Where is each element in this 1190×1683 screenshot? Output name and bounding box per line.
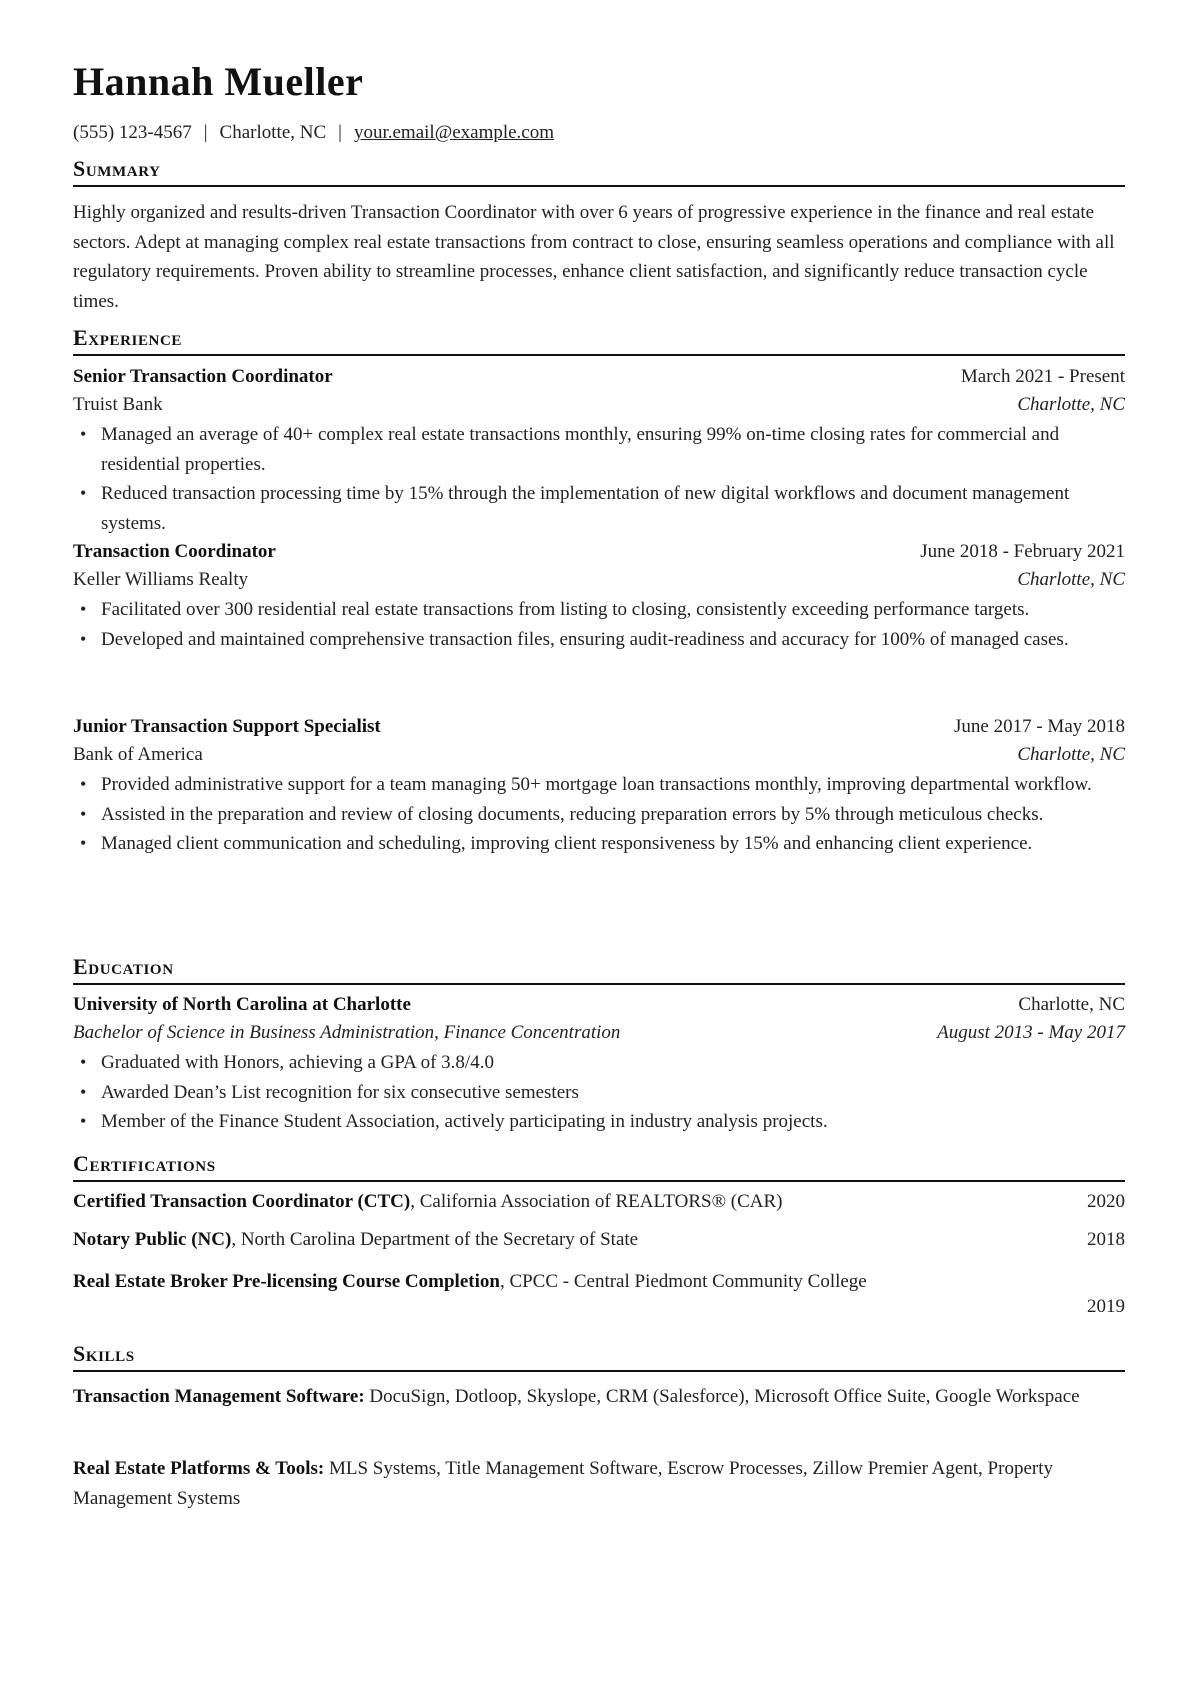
certification-text	[73, 1229, 638, 1251]
contact-line	[73, 122, 554, 144]
job-header	[73, 366, 1125, 394]
skill-label: Real Estate Platforms & Tools:	[73, 1458, 325, 1479]
section-title-skills: Skills	[73, 1341, 1125, 1372]
separator: |	[338, 122, 342, 143]
section-title-education: Education	[73, 954, 1125, 985]
list-item: • Member of the Finance Student Association, actively participating in industry analysis projects.	[73, 1107, 1125, 1137]
certification-issuer: , CPCC - Central Piedmont Community College	[499, 1271, 867, 1292]
location: Charlotte, NC	[219, 122, 327, 143]
list-item: • Managed client communication and scheduling, improving client responsiveness by 15% and enhancing client experience.	[73, 829, 1125, 859]
education-bullets	[73, 1048, 1125, 1137]
school-location: Charlotte, NC	[1018, 994, 1125, 1015]
list-item: • Facilitated over 300 residential real estate transactions from listing to closing, consistently exceeding performance targets.	[73, 595, 1125, 625]
skill-label: Transaction Management Software:	[73, 1386, 365, 1407]
list-item: • Developed and maintained comprehensive transaction files, ensuring audit-readiness and accuracy for 100% of managed cases.	[73, 625, 1125, 655]
job-bullets	[73, 770, 1125, 859]
certification-item	[73, 1229, 1125, 1257]
job-location: Charlotte, NC	[1017, 744, 1125, 765]
skill-value: DocuSign, Dotloop, Skyslope, CRM (Salesforce), Microsoft Office Suite, Google Workspace	[364, 1386, 1080, 1407]
list-item: • Awarded Dean’s List recognition for six consecutive semesters	[73, 1078, 1125, 1108]
separator: |	[203, 122, 208, 143]
candidate-name: Hannah Mueller	[73, 59, 364, 104]
list-item: • Provided administrative support for a team managing 50+ mortgage loan transactions monthly, improving departmental workflow.	[73, 770, 1125, 800]
job-header	[73, 541, 1125, 569]
certification-issuer: , California Association of REALTORS® (CAR)	[410, 1191, 783, 1212]
job-subheader	[73, 394, 1125, 422]
skill-item	[73, 1382, 1125, 1412]
job-dates: June 2017 - May 2018	[954, 716, 1125, 737]
job-bullets	[73, 420, 1125, 538]
certification-year: 2020	[1087, 1191, 1125, 1212]
certification-year: 2019	[1087, 1296, 1125, 1317]
skill-value: MLS Systems, Title Management Software, Escrow Processes, Zillow Premier Agent, Property Management Systems	[73, 1458, 1053, 1509]
job-role: Junior Transaction Support Specialist	[73, 716, 381, 737]
certification-text	[73, 1191, 783, 1213]
list-item: • Managed an average of 40+ complex real estate transactions monthly, ensuring 99% on-time closing rates for commercial and residential properties.	[73, 420, 1125, 479]
certification-name: Notary Public (NC)	[73, 1229, 232, 1250]
section-title-summary: Summary	[73, 156, 1125, 187]
certification-name: Certified Transaction Coordinator (CTC)	[73, 1191, 411, 1212]
job-role: Transaction Coordinator	[73, 541, 276, 562]
job-company: Bank of America	[73, 744, 203, 765]
certification-year-row	[73, 1296, 1125, 1324]
degree: Bachelor of Science in Business Administration, Finance Concentration	[73, 1022, 621, 1043]
certification-issuer: , North Carolina Department of the Secretary of State	[231, 1229, 639, 1250]
list-item: • Reduced transaction processing time by 15% through the implementation of new digital workflows and document management systems.	[73, 479, 1125, 538]
phone: (555) 123-4567	[73, 122, 192, 143]
job-company: Truist Bank	[73, 394, 163, 415]
education-header	[73, 994, 1125, 1022]
education-subheader	[73, 1022, 1125, 1050]
education-dates: August 2013 - May 2017	[937, 1022, 1125, 1043]
job-location: Charlotte, NC	[1017, 394, 1125, 415]
job-dates: June 2018 - February 2021	[920, 541, 1125, 562]
certification-item	[73, 1191, 1125, 1219]
section-title-experience: Experience	[73, 325, 1125, 356]
job-subheader	[73, 569, 1125, 597]
job-dates: March 2021 - Present	[960, 366, 1125, 387]
job-location: Charlotte, NC	[1017, 569, 1125, 590]
job-company: Keller Williams Realty	[73, 569, 249, 590]
job-header	[73, 716, 1125, 744]
skill-item	[73, 1454, 1125, 1513]
list-item: • Graduated with Honors, achieving a GPA of 3.8/4.0	[73, 1048, 1125, 1078]
summary-text: Highly organized and results-driven Transaction Coordinator with over 6 years of progressive experience in the finance and real estate sectors. Adept at managing complex real estate transactions from contract to close, ensuring seamless operations and compliance with all regulatory requirements. Proven ability to streamline processes, enhance client satisfaction, and significantly reduce transaction cycle times.	[73, 202, 1115, 312]
school-name: University of North Carolina at Charlotte	[73, 994, 411, 1015]
list-item: • Assisted in the preparation and review of closing documents, reducing preparation errors by 5% through meticulous checks.	[73, 800, 1125, 830]
certification-item	[73, 1267, 1058, 1297]
job-bullets	[73, 595, 1125, 654]
certification-name: Real Estate Broker Pre-licensing Course Completion	[73, 1271, 500, 1292]
section-title-certifications: Certifications	[73, 1151, 1125, 1182]
job-subheader	[73, 744, 1125, 772]
job-role: Senior Transaction Coordinator	[73, 366, 333, 387]
certification-year: 2018	[1087, 1229, 1125, 1250]
email-link[interactable]: your.email@example.com	[353, 122, 555, 143]
